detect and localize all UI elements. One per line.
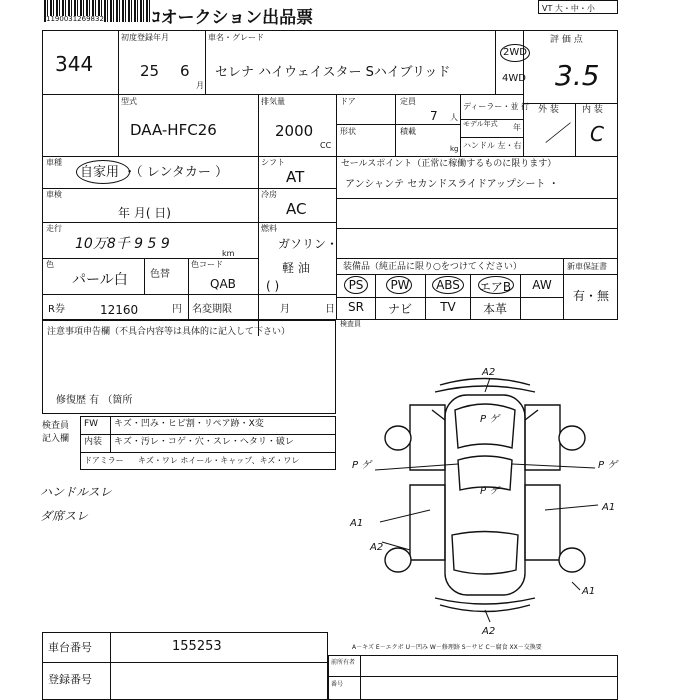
checklist-fw-items: キズ・凹み・ヒビ割・リペア跡・X変 <box>114 419 264 429</box>
equipment-leather: 本革 <box>482 302 507 316</box>
car-diagram <box>340 360 630 640</box>
footer-box <box>328 655 618 700</box>
ac-label: 冷房 <box>261 190 277 199</box>
usage-label: 車種 <box>46 158 62 167</box>
mark-right: P ゲ <box>598 460 618 471</box>
inspection-label: 車検 <box>46 190 62 199</box>
interior-label: 内 装 <box>582 105 603 115</box>
size-options: VT 大・中・小 <box>538 0 618 14</box>
mileage-unit: km <box>222 249 235 258</box>
drive-2wd: 2WD <box>500 44 530 62</box>
equipment-label: 装備品（純正品に限り○をつけてください） <box>343 262 522 272</box>
mark-right-a1-rear: A1 <box>582 586 596 597</box>
fuel-label: 燃料 <box>261 224 277 233</box>
checklist-mirror-items: キズ・ワレ ホイール・キャップ、キズ・ワレ <box>138 456 300 465</box>
equipment-pw: PW <box>390 278 410 292</box>
mark-left-a1: A1 <box>350 518 364 529</box>
repair-history: 修復歴 有 （箇所 <box>56 395 133 406</box>
shape-label: 形状 <box>340 127 356 136</box>
exterior-label: 外 装 <box>538 105 559 115</box>
doors-label: ドア <box>340 97 356 106</box>
score-value: 3.5 <box>555 59 600 92</box>
load-label: 積載 <box>400 127 416 136</box>
recycle-value: 12160 <box>100 303 139 317</box>
dealer-label: ディーラー・並 行 <box>463 102 529 111</box>
barcode-number: 1190031269832 <box>46 15 104 23</box>
mark-hood: P ゲ <box>480 414 500 425</box>
warranty-label: 新車保証書 <box>567 262 607 271</box>
title-prefix: ｺ <box>152 8 161 28</box>
checklist-interior: 内装 <box>84 437 103 447</box>
usage-circle <box>76 160 130 184</box>
inspection-value: 年 月( 日) <box>118 206 171 220</box>
first-registration-label: 初度登録年月 <box>121 33 169 42</box>
model-label: 型式 <box>121 97 137 106</box>
color-value: パール白 <box>72 272 128 288</box>
mark-left-a2: A2 <box>370 542 384 553</box>
color-code-label: 色コード <box>191 260 223 269</box>
color-change-label: 色替 <box>150 269 170 280</box>
model-year-unit: 年 <box>513 123 521 132</box>
capacity-label: 定員 <box>400 97 416 106</box>
drive-4wd: 4WD <box>502 73 526 84</box>
equipment-abs: ABS <box>436 278 460 292</box>
usage-value: 自家用 ・（ レンタカー ） <box>80 165 229 180</box>
car-name-value: セレナ ハイウェイスター Sハイブリッド <box>215 65 451 80</box>
inspector-label: 検査員 <box>340 320 361 328</box>
equipment-airbag: エアB <box>478 280 512 294</box>
exterior-value: ／ <box>545 122 568 147</box>
handwritten-note-1: ハンドルスレ <box>40 485 112 499</box>
warranty-value: 有・無 <box>573 289 610 303</box>
car-name-label: 車名・グレード <box>208 33 264 42</box>
score-label: 評 価 点 <box>550 35 583 45</box>
first-registration-year: 25 <box>140 62 160 80</box>
equipment-aw: AW <box>532 278 552 292</box>
equipment-sr: SR <box>348 300 364 314</box>
mark-bottom: A2 <box>482 626 496 637</box>
displacement-value: 2000 <box>275 122 314 140</box>
registration-label: 登録番号 <box>48 673 92 686</box>
mileage-label: 走行 <box>46 224 62 233</box>
fuel-value-1: ガソリン・ <box>278 237 339 251</box>
footer-label-2: 番号 <box>331 681 344 688</box>
equipment-ps: PS <box>348 278 364 292</box>
equipment-circle-abs <box>432 276 464 294</box>
shift-label: シフト <box>261 158 285 167</box>
capacity-unit: 人 <box>450 113 458 122</box>
sales-point-label: セールスポイント（正常に稼働するものに限ります） <box>341 159 557 169</box>
title-change-unit2: 日 <box>325 304 335 315</box>
equipment-tv: TV <box>440 300 456 314</box>
notes-label: 注意事項申告欄（不具合内容等は具体的に記入して下さい） <box>47 327 291 337</box>
lot-number: 344 <box>55 52 94 76</box>
mark-left: P ゲ <box>352 460 372 471</box>
equipment-circles <box>344 276 368 294</box>
mark-right-a1: A1 <box>602 502 616 513</box>
fuel-value-3: ( ) <box>266 279 280 293</box>
color-code-value: QAB <box>210 277 236 291</box>
equipment-circle-pw <box>386 276 412 294</box>
shift-value: AT <box>286 168 305 186</box>
handle-label: ハンドル 左・右 <box>463 141 522 150</box>
first-registration-month: 6 <box>180 62 190 80</box>
capacity-value: 7 <box>430 109 438 123</box>
recycle-label: R券 <box>48 304 65 315</box>
damage-legend: A－キズ E－エクボ U－凹み W－修理跡 S－サビ C－腐食 XX－交換要 <box>352 644 542 651</box>
chassis-label: 車台番号 <box>48 641 92 654</box>
first-registration-month-unit: 月 <box>196 81 204 90</box>
handwritten-note-2: ダ席スレ <box>40 509 89 523</box>
displacement-unit: CC <box>320 141 332 150</box>
model-value: DAA-HFC26 <box>130 121 217 139</box>
fuel-value-2: 軽 油 <box>282 261 310 275</box>
form-title <box>152 3 313 28</box>
interior-value: C <box>590 122 604 146</box>
checklist-fw: FW <box>84 419 99 429</box>
load-unit: kg <box>450 145 459 153</box>
model-year-label: モデル年式 <box>463 120 498 128</box>
footer-label-1: 前所有者 <box>331 659 356 666</box>
sales-point-value: アンシャンテ セカンドスライドアップシート ・ <box>345 179 559 190</box>
mileage-value: 10万8千 9 5 9 <box>75 236 170 252</box>
chassis-value: 155253 <box>172 639 222 654</box>
checklist-label: 検査員記入欄 <box>42 421 70 444</box>
color-label: 色 <box>46 260 54 269</box>
title-change-unit: 月 <box>280 304 290 315</box>
displacement-label: 排気量 <box>261 97 285 106</box>
equipment-navi: ナビ <box>387 302 412 316</box>
title-text: オークション出品票 <box>160 8 314 28</box>
checklist-interior-items: キズ・汚レ・コゲ・穴・スレ・ヘタリ・破レ <box>114 437 294 447</box>
title-change-label: 名変期限 <box>192 304 232 315</box>
recycle-unit: 円 <box>172 304 182 315</box>
checklist-mirror: ドアミラー <box>84 456 124 465</box>
equipment-circle-airbag <box>478 276 514 294</box>
ac-value: AC <box>286 200 307 218</box>
mark-roof: P ゲ <box>480 486 500 497</box>
mark-top: A2 <box>482 367 496 378</box>
